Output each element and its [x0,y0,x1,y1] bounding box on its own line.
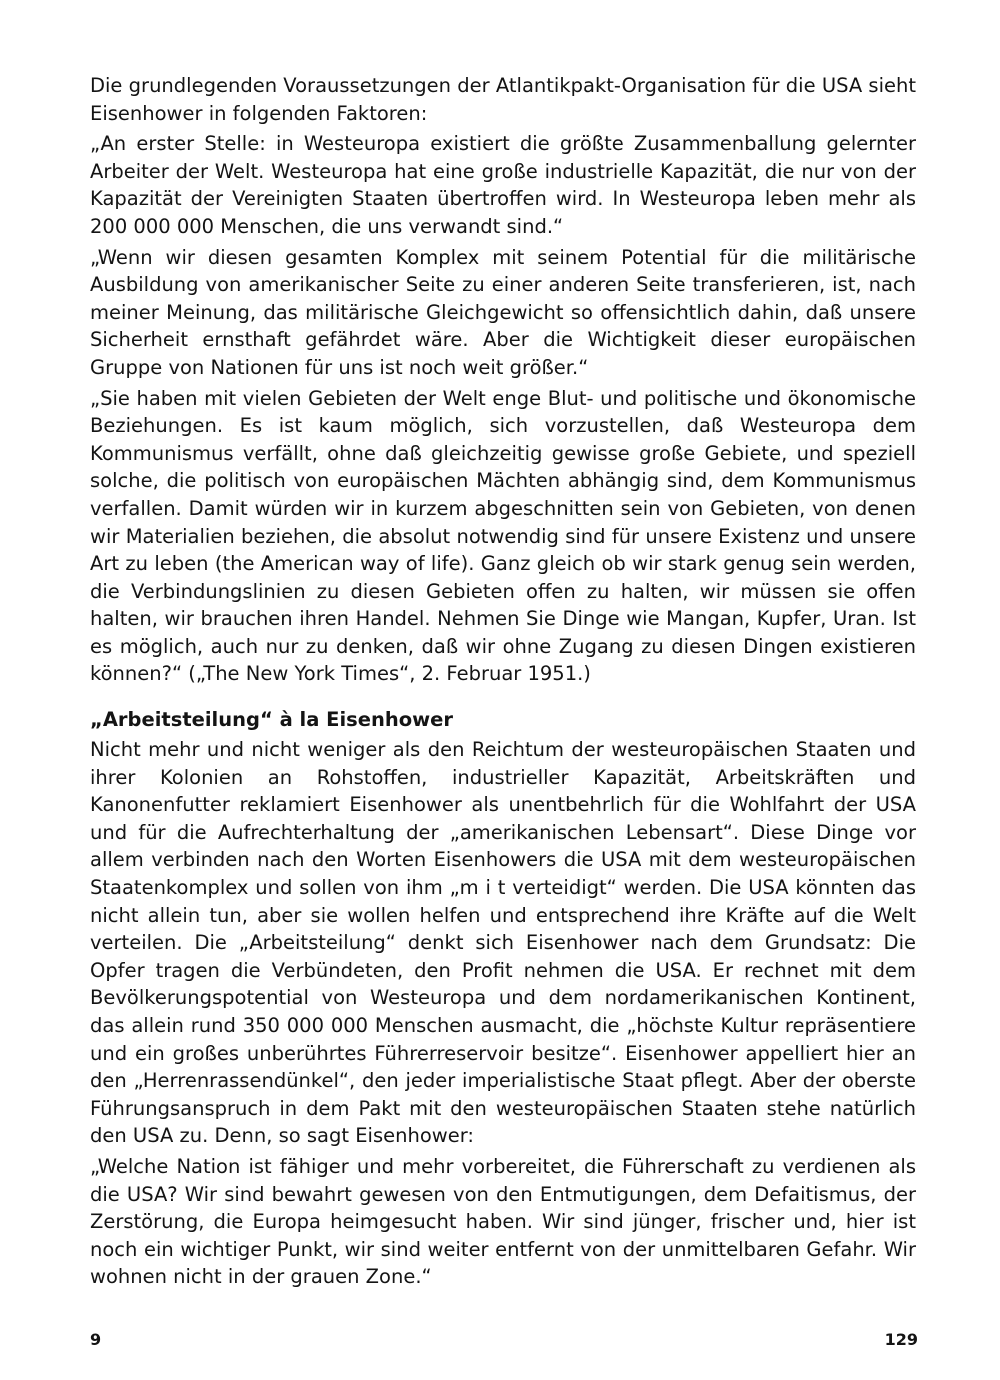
signature-mark: 9 [90,1330,102,1349]
quote-paragraph-2: „Wenn wir diesen gesamten Komplex mit seinem Potential für die militärische Ausbildung von amerikanischer Seite zu einer anderen Seite transferieren, ist, nach meiner Meinung, das militärische Gleichgewicht so offensichtlich dahin, daß unsere Sicherheit ernsthaft gefährdet wäre. Aber die Wichtigkeit dieser europäischen Gruppe von Nationen für uns ist noch weit größer.“ [90,245,916,379]
paragraph-intro: Die grundlegenden Voraussetzungen der Atlantikpakt-Organisation für die USA sieht Eisenhower in folgenden Faktoren: [90,74,916,125]
paragraph-arbeitsteilung: Nicht mehr und nicht weniger als den Reichtum der westeuropäischen Staaten und ihrer Kolonien an Rohstoffen, industrieller Kapazität, Arbeitskräften und Kanonenfutter reklamiert Eisenhower als unentbehrlich für die Wohlfahrt der USA und für die Aufrechterhaltung der „amerikanischen Lebensart“. Diese Dinge vor allem verbinden nach den Worten Eisenhowers die USA mit dem westeuropäischen Staatenkomplex und sollen von ihm „m i t verteidigt“ werden. Die USA könnten das nicht allein tun, aber sie wollen helfen und entsprechend ihre Kräfte auf die Welt verteilen. Die „Arbeitsteilung“ denkt sich Eisenhower nach dem Grundsatz: Die Opfer tragen die Verbündeten, den Profit nehmen die USA. Er rechnet mit dem Bevölkerungspotential von Westeuropa und dem nordamerikanischen Kontinent, das allein rund 350 000 000 Menschen ausmacht, die „höchste Kultur repräsentiere und ein großes unberührtes Führerreservoir besitze“. Eisenhower appelliert hier an den „Herrenrassendünkel“, den jeder imperialistische Staat pflegt. Aber der oberste Führungsanspruch in dem Pakt mit den westeuropäischen Staaten stehe natürlich den USA zu. Denn, so sagt Eisenhower: [90,738,916,1148]
quote-paragraph-3: „Sie haben mit vielen Gebieten der Welt enge Blut- und politische und ökonomische Beziehungen. Es ist kaum möglich, sich vorzustellen, daß Westeuropa dem Kommunismus verfällt, ohne daß gleichzeitig gewisse große Gebiete, und speziell solche, die politisch von europäischen Mächten abhängig sind, dem Kommunismus verfallen. Damit würden wir in kurzem abgeschnitten sein von Gebieten, von denen wir Materialien beziehen, die absolut notwendig sind für unsere Existenz und unsere Art zu leben (the American way of life). Ganz gleich ob wir stark genug sein werden, die Verbindungslinien zu diesen Gebieten offen zu halten, wir müssen sie offen halten, wir brauchen ihren Handel. Nehmen Sie Dinge wie Mangan, Kupfer, Uran. Ist es möglich, auch nur zu denken, daß wir ohne Zugang zu diesen Dingen existieren können?“ („The New York Times“, 2. Februar 1951.) [90,386,916,686]
quote-paragraph-1: „An erster Stelle: in Westeuropa existiert die größte Zusammenballung gelernter Arbeiter der Welt. Westeuropa hat eine große industrielle Kapazität, die nur von der Kapazität der Vereinigten Staaten übertroffen wird. In Westeuropa leben mehr als 200 000 000 Menschen, die uns verwandt sind.“ [90,132,916,238]
section-heading: „Arbeitsteilung“ à la Eisenhower [90,708,453,732]
page-number: 129 [884,1330,918,1349]
quote-paragraph-final: „Welche Nation ist fähiger und mehr vorbereitet, die Führerschaft zu verdienen als die USA? Wir sind bewahrt gewesen von den Entmutigungen, dem Defaitismus, der Zerstörung, die Europa heimgesucht haben. Wir sind jünger, frischer und, hier ist noch ein wichtiger Punkt, wir sind weiter entfernt von der unmittelbaren Gefahr. Wir wohnen nicht in der grauen Zone.“ [90,1154,916,1289]
page-body [90,72,916,1294]
